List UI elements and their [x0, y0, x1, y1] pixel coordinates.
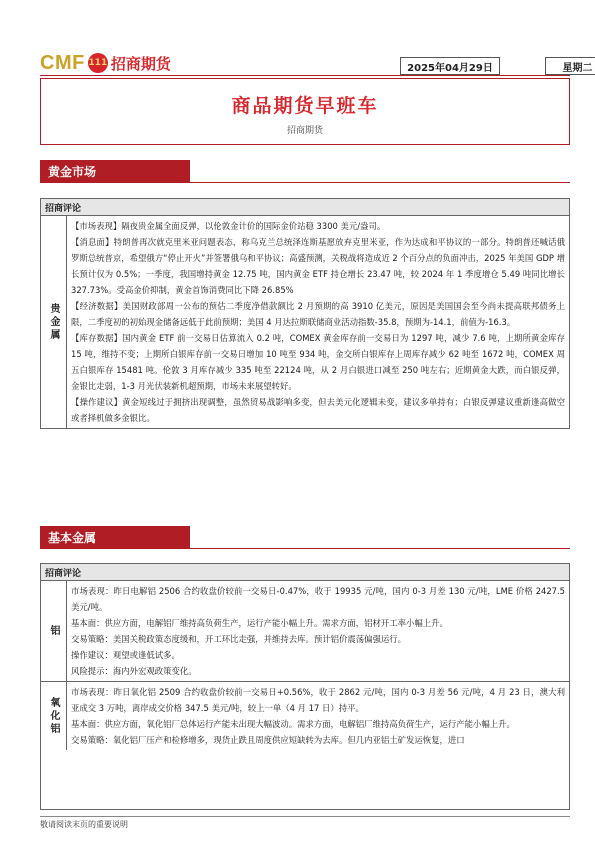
logo-seal-icon: 111 [88, 53, 108, 73]
paragraph-strategy: 交易策略：美国关税政策态度缓和，开工环比走强，并维持去库。预计铝价震荡偏强运行。 [71, 634, 406, 644]
paragraph-strategy: 交易策略：氧化铝厂压产和检修增多，现货止跌且周度供应短缺转为去库。但几内亚铝土矿发运恢复，进口 [71, 735, 465, 745]
paragraph-market: 【市场表现】隔夜贵金属全面反弹，以伦敦金计价的国际金价站稳 3300 美元/盎司。 [71, 221, 386, 231]
paragraph-advice: 【操作建议】黄金短线过于拥挤出现调整，虽然贸易战影响多变，但去美元化逻辑未变，建议多单持有；白银反弹建议重新逢高做空或者择机做多金银比。 [71, 397, 565, 423]
table-header: 招商评论 [41, 564, 569, 581]
paragraph-inventory: 【库存数据】国内黄金 ETF 前一交易日估算流入 0.2 吨，COMEX 黄金库存前一交易日为 1297 吨，减少 7.6 吨，上期所黄金库存 15 吨，维持不变；上期所白银库存前一交易日增加 10 吨至 934 吨，金交所白银库存上周库存减少 62 吨至 1672 吨，COMEX 周五白银库存 15481 吨。伦敦 3 月库存减少 335 吨至 22124 吨，从 2 月白银进口减至 250 吨左右；近期黄金大跌，而白银反弹，金银比走弱，1-3 月光伏装新机超预期，市场未来展望转好。 [71, 333, 565, 391]
paragraph-economic-data: 【经济数据】美国财政部周一公布的预估二季度净借款额比 2 月预期的高 3910 亿美元，原因是美国国会至今尚未提高联邦债务上限，二季度初的初始现金储备远低于此前预期；美国 4 月达拉斯联储商业活动指数-35.8，预期为-14.1，前值为-16.3。 [71, 301, 565, 327]
section-title-base-metals: 基本金属 [40, 526, 190, 548]
logo-company-name: 招商期货 [110, 54, 171, 73]
row-content [67, 216, 569, 428]
report-weekday: 星期二 [545, 57, 595, 75]
row-content [67, 581, 569, 681]
table-header: 招商评论 [41, 199, 569, 216]
page-subtitle: 招商期货 [286, 126, 323, 136]
paragraph-advice: 操作建议：观望或逢低试多。 [71, 650, 180, 660]
paragraph-fundamentals: 基本面：供应方面，电解铝厂维持高负荷生产，运行产能小幅上升。需求方面，铝材开工率小幅上升。 [71, 618, 448, 628]
base-metals-comment-table [40, 563, 570, 810]
report-date: 2025年04月29日 [400, 57, 500, 75]
page-header [40, 48, 593, 78]
footer-disclaimer: 敬请阅读末页的重要说明 [40, 820, 128, 829]
paragraph-risk: 风险提示：海内外宏观政策变化。 [71, 666, 197, 676]
title-box [40, 78, 570, 145]
paragraph-fundamentals: 基本面：供应方面，氧化铝厂总体运行产能未出现大幅波动。需求方面，电解铝厂维持高负荷生产，运行产能小幅上升。 [71, 719, 515, 729]
paragraph-market: 市场表现：昨日电解铝 2506 合约收盘价较前一交易日-0.47%，收于 19935 元/吨，国内 0-3 月差 130 元/吨，LME 价格 2427.5 美元/吨。 [71, 586, 565, 612]
paragraph-market: 市场表现：昨日氧化铝 2509 合约收盘价较前一交易日+0.56%，收于 2862 元/吨，国内 0-3 月差 56 元/吨，4 月 23 日，澳大利亚成交 3 万吨，离岸成交价格 347.5 美元/吨，较上一单（4 月 17 日）持平。 [71, 687, 565, 713]
table-row [41, 581, 569, 682]
section-title-gold: 黄金市场 [40, 160, 190, 182]
gold-comment-table [40, 198, 570, 429]
page-title: 商品期货早班车 [231, 95, 379, 117]
table-row [41, 682, 569, 750]
row-content [67, 682, 569, 750]
row-label-precious-metals: 贵金属 [41, 216, 67, 428]
table-row [41, 216, 569, 428]
section-divider [40, 182, 570, 183]
row-label-alumina: 氧化铝 [41, 682, 67, 750]
brand-logo [40, 48, 171, 78]
section-divider [40, 548, 570, 549]
logo-text: CMF [40, 51, 85, 74]
header-divider [40, 75, 570, 76]
row-label-aluminum: 铝 [41, 581, 67, 681]
footer-divider [40, 816, 570, 817]
paragraph-news: 【消息面】特朗普再次就克里米亚问题表态，称乌克兰总统泽连斯基愿放弃克里米亚，作为达成和平协议的一部分。特朗普还喊话俄罗斯总统普京，希望俄方“停止开火”并签署俄乌和平协议；高盛预测，关税战将造成近 2 个百分点的负面冲击，2025 年美国 GDP 增长预计仅为 0.5%；一季度，我国增持黄金 12.75 吨，国内黄金 ETF 持仓增长 23.47 吨，较 2024 年 1 季度增仓 5.49 吨同比增长 327.73%。受高金价抑制，黄金首饰消费同比下降 26.85% [71, 237, 565, 295]
